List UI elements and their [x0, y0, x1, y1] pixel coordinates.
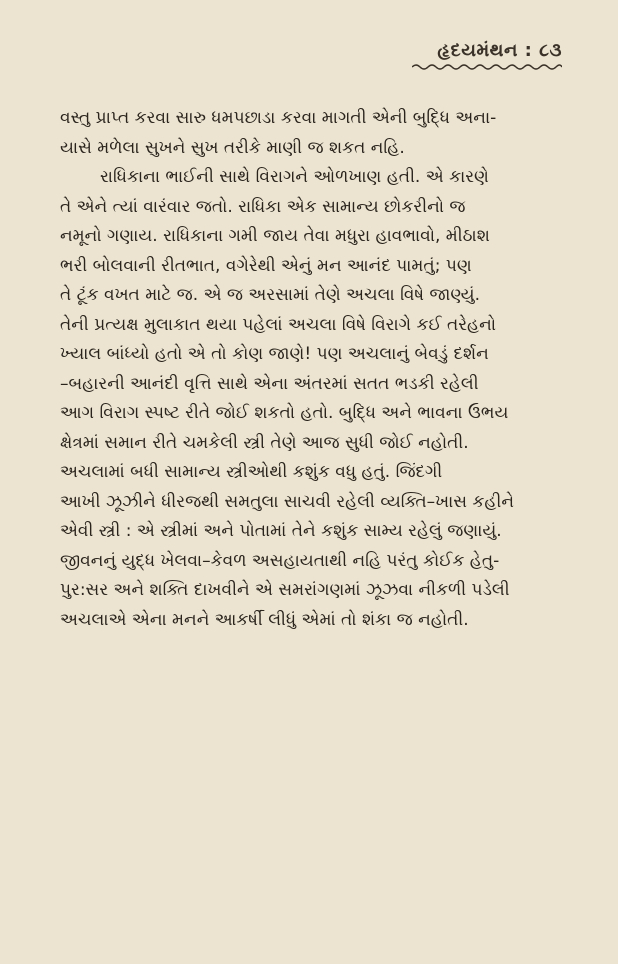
text-line: નમૂનો ગણાય. રાધિકાના ગમી જાય તેવા મધુરા હાવભાવો, મીઠાશ [60, 226, 490, 246]
text-line: પુર:સર અને શક્તિ દાખવીને એ સમરાંગણમાં ઝૂઝવા નીકળી પડેલી [60, 580, 510, 600]
text-line: ભરી બોલવાની રીતભાત, વગેરેથી એનું મન આનંદ પામતું; પણ [60, 255, 472, 276]
text-line: વસ્તુ પ્રાપ્ત કરવા સારુ ધમપછાડા કરવા માગતી એની બુદ્ધિ અના- [60, 108, 497, 128]
text-line: તેની પ્રત્યક્ષ મુલાકાત થયા પહેલાં અચલા વિષે વિરાગે કઈ તરેહનો [60, 314, 497, 335]
text-line: રાધિકાના ભાઈની સાથે વિરાગને ઓળખાણ હતી. એ કારણે [100, 167, 489, 187]
text-line: જીવનનું યુદ્ધ ખેલવા–કેવળ અસહાયતાથી નહિ પરંતુ કોઈક હેતુ- [60, 550, 500, 571]
text-line: તે એને ત્યાં વારંવાર જતો. રાધિકા એક સામાન્ય છોકરીનો જ [60, 196, 466, 217]
text-line: ખ્યાલ બાંધ્યો હતો એ તો કોણ જાણે! પણ અચલાનું બેવડું દર્શન [60, 344, 489, 364]
text-line: તે ટૂંક વખત માટે જ. એ જ અરસામાં તેણે અચલા વિષે જાણ્યું. [60, 285, 481, 305]
wavy-underline-ornament [412, 63, 562, 71]
page-header [412, 40, 562, 71]
text-line: આખી ઝૂઝીને ધીરજથી સમતુલા સાચવી રહેલી વ્યક્તિ–ખાસ કહીને [60, 491, 515, 512]
paragraph-1 [60, 104, 570, 163]
text-line: યાસે મળેલા સુખને સુખ તરીકે માણી જ શકત નહિ. [60, 137, 405, 158]
text-line: અચલાએ એના મનને આકર્ષી લીધું એમાં તો શંકા જ નહોતી. [60, 609, 469, 630]
paragraph-2 [60, 163, 570, 635]
text-line: આગ વિરાગ સ્પષ્ટ રીતે જોઈ શકતો હતો. બુદ્ધિ અને ભાવના ઉભય [60, 403, 509, 423]
text-line: ક્ષેત્રમાં સમાન રીતે ચમકેલી સ્ત્રી તેણે આજ સુધી જોઈ નહોતી. [60, 432, 469, 453]
text-line: એવી સ્ત્રી : એ સ્ત્રીમાં અને પોતામાં તેને કશુંક સામ્ય રહેલું જણાયું. [60, 521, 502, 541]
text-line: –બહારની આનંદી વૃત્તિ સાથે એના અંતરમાં સતત ભડકી રહેલી [60, 373, 479, 394]
running-head: હૃદયમંથન : ૮૩ [437, 40, 562, 61]
text-line: અચલામાં બધી સામાન્ય સ્ત્રીઓથી કશુંક વધુ હતું. જિંદગી [60, 462, 443, 482]
body-text [60, 104, 570, 635]
